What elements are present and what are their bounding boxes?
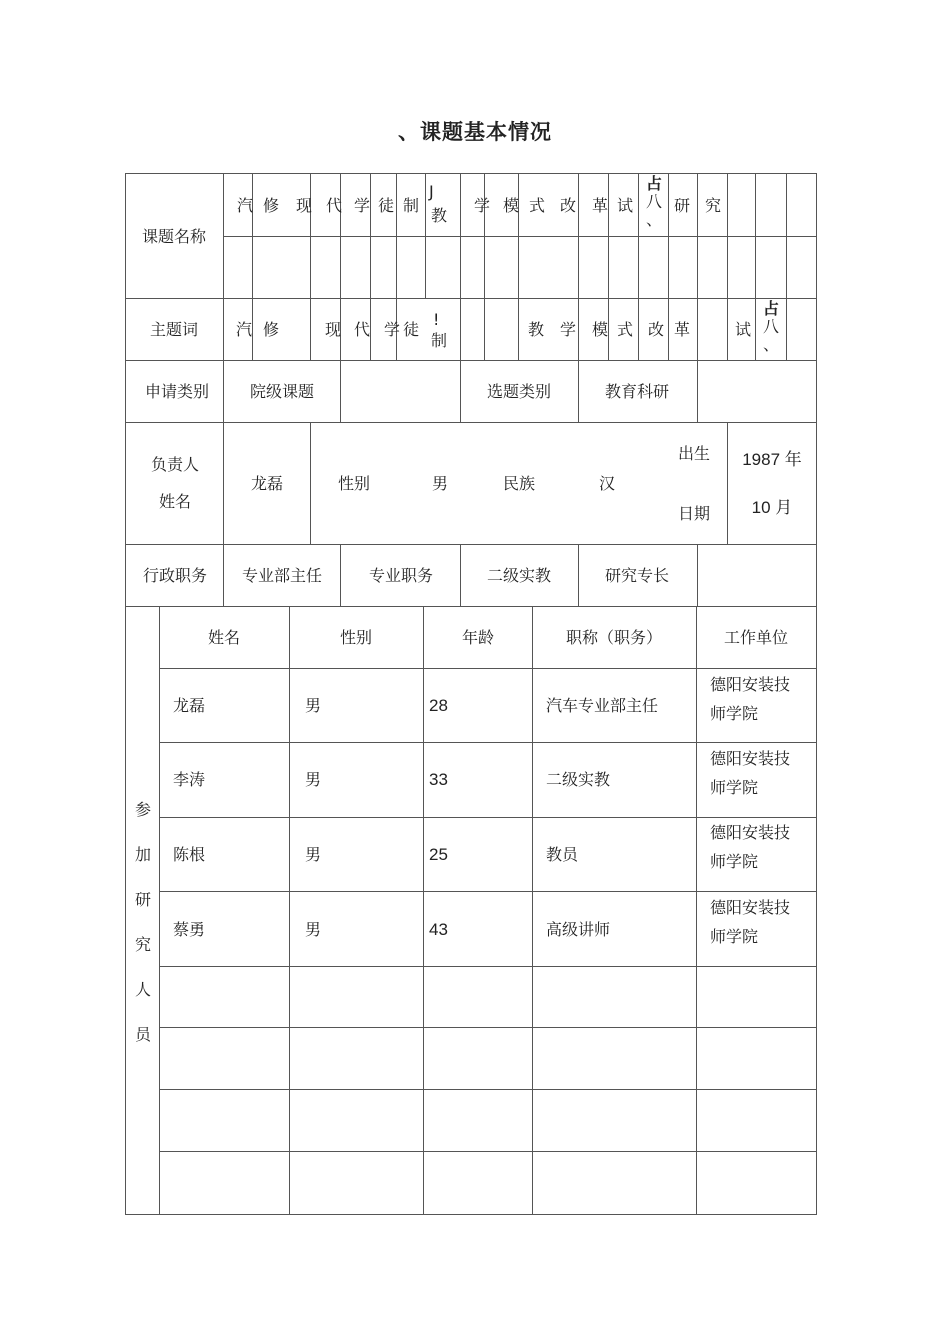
member-unit: 德阳安装技	[710, 898, 791, 917]
topic-char: 试	[617, 196, 634, 215]
keyword-char: 现	[325, 320, 342, 339]
topic-char: 徒	[378, 196, 395, 215]
member-name: 李涛	[173, 770, 206, 789]
topic-fragment: 、	[646, 210, 663, 229]
birth-label: 日期	[677, 504, 711, 523]
member-age: 43	[429, 920, 448, 939]
members-side-char: 员	[134, 1025, 151, 1044]
topic-char: 制	[403, 196, 420, 215]
prof-duty-label: 专业职务	[368, 566, 434, 585]
members-header-title: 职称（职务）	[565, 628, 663, 647]
topic-fragment: J	[429, 182, 434, 201]
member-unit: 师学院	[710, 778, 759, 797]
keyword-fragment: 八	[763, 317, 780, 336]
member-gender: 男	[305, 696, 322, 715]
members-side-char: 究	[134, 935, 151, 954]
birth-label: 出生	[677, 444, 711, 463]
members-side-char: 研	[134, 890, 151, 909]
duty-value: 专业部主任	[241, 566, 323, 585]
duty-label: 行政职务	[142, 566, 208, 585]
keyword-char: 试	[735, 320, 752, 339]
apply-value: 院级课题	[249, 382, 315, 401]
keyword-fragment: !	[433, 310, 440, 329]
members-header-unit: 工作单位	[723, 628, 789, 647]
topic-char: 汽	[237, 196, 254, 215]
member-gender: 男	[305, 920, 322, 939]
member-unit: 德阳安装技	[710, 675, 791, 694]
topic-char: 学	[474, 196, 491, 215]
page-title: 、课题基本情况	[398, 120, 552, 144]
keyword-char: 学	[384, 320, 401, 339]
member-unit: 师学院	[710, 927, 759, 946]
members-side-char: 人	[134, 980, 151, 999]
keyword-char: 修	[263, 320, 280, 339]
keyword-char: 改	[648, 320, 665, 339]
member-unit: 师学院	[710, 704, 759, 723]
topic-label: 课题名称	[141, 227, 207, 246]
topic-char: 模	[503, 196, 520, 215]
member-unit: 师学院	[710, 852, 759, 871]
keyword-char: 教	[528, 320, 545, 339]
topic-char: 研	[674, 196, 691, 215]
member-age: 28	[429, 696, 448, 715]
birth-year: 1987 年	[742, 450, 802, 469]
members-header-age: 年龄	[461, 628, 495, 647]
member-name: 陈根	[173, 845, 206, 864]
topic-char: 式	[529, 196, 546, 215]
birth-month: 10 月	[751, 498, 793, 517]
member-unit: 德阳安装技	[710, 823, 791, 842]
members-header-gender: 性别	[339, 628, 373, 647]
member-gender: 男	[305, 845, 322, 864]
member-unit: 德阳安装技	[710, 749, 791, 768]
keywords-label: 主题词	[149, 320, 199, 339]
leader-label: 负责人	[150, 455, 200, 474]
member-gender: 男	[305, 770, 322, 789]
member-age: 25	[429, 845, 448, 864]
leader-name: 龙磊	[250, 474, 284, 493]
specialty-label: 研究专长	[604, 566, 670, 585]
apply-label: 申请类别	[144, 382, 210, 401]
gender-label: 性别	[337, 474, 371, 493]
keyword-char: 汽	[236, 320, 253, 339]
topic-char: 革	[592, 196, 609, 215]
select-category-value: 教育科研	[604, 382, 670, 401]
topic-char: 改	[560, 196, 577, 215]
topic-char: 修	[263, 196, 280, 215]
topic-char: 现	[296, 196, 313, 215]
nation-value: 汉	[598, 474, 616, 493]
members-side-char: 参	[134, 800, 151, 819]
keyword-fragment: 制	[431, 331, 448, 350]
topic-char: 究	[705, 196, 722, 215]
member-title: 高级讲师	[546, 920, 611, 939]
topic-char: 学	[354, 196, 371, 215]
gender-value: 男	[431, 474, 449, 493]
member-title: 教员	[546, 845, 579, 864]
members-header-name: 姓名	[207, 628, 241, 647]
member-name: 龙磊	[173, 696, 206, 715]
keyword-fragment: 、	[763, 335, 780, 354]
topic-fragment: 教	[431, 206, 448, 225]
member-title: 二级实教	[546, 770, 611, 789]
keyword-char: 徒	[403, 320, 420, 339]
select-category-label: 选题类别	[486, 382, 552, 401]
nation-label: 民族	[502, 474, 536, 493]
member-age: 33	[429, 770, 448, 789]
topic-char: 代	[326, 196, 343, 215]
topic-fragment: 八	[646, 192, 663, 211]
keyword-char: 革	[674, 320, 691, 339]
leader-label: 姓名	[158, 492, 192, 511]
members-side-char: 加	[134, 845, 151, 864]
member-title: 汽车专业部主任	[546, 696, 659, 715]
prof-duty-value: 二级实教	[486, 566, 552, 585]
keyword-char: 式	[617, 320, 634, 339]
member-name: 蔡勇	[173, 920, 206, 939]
topic-fragment: 占	[646, 174, 663, 193]
keyword-char: 模	[592, 320, 609, 339]
keyword-fragment: 占	[763, 299, 780, 318]
keyword-char: 学	[560, 320, 577, 339]
keyword-char: 代	[354, 320, 371, 339]
